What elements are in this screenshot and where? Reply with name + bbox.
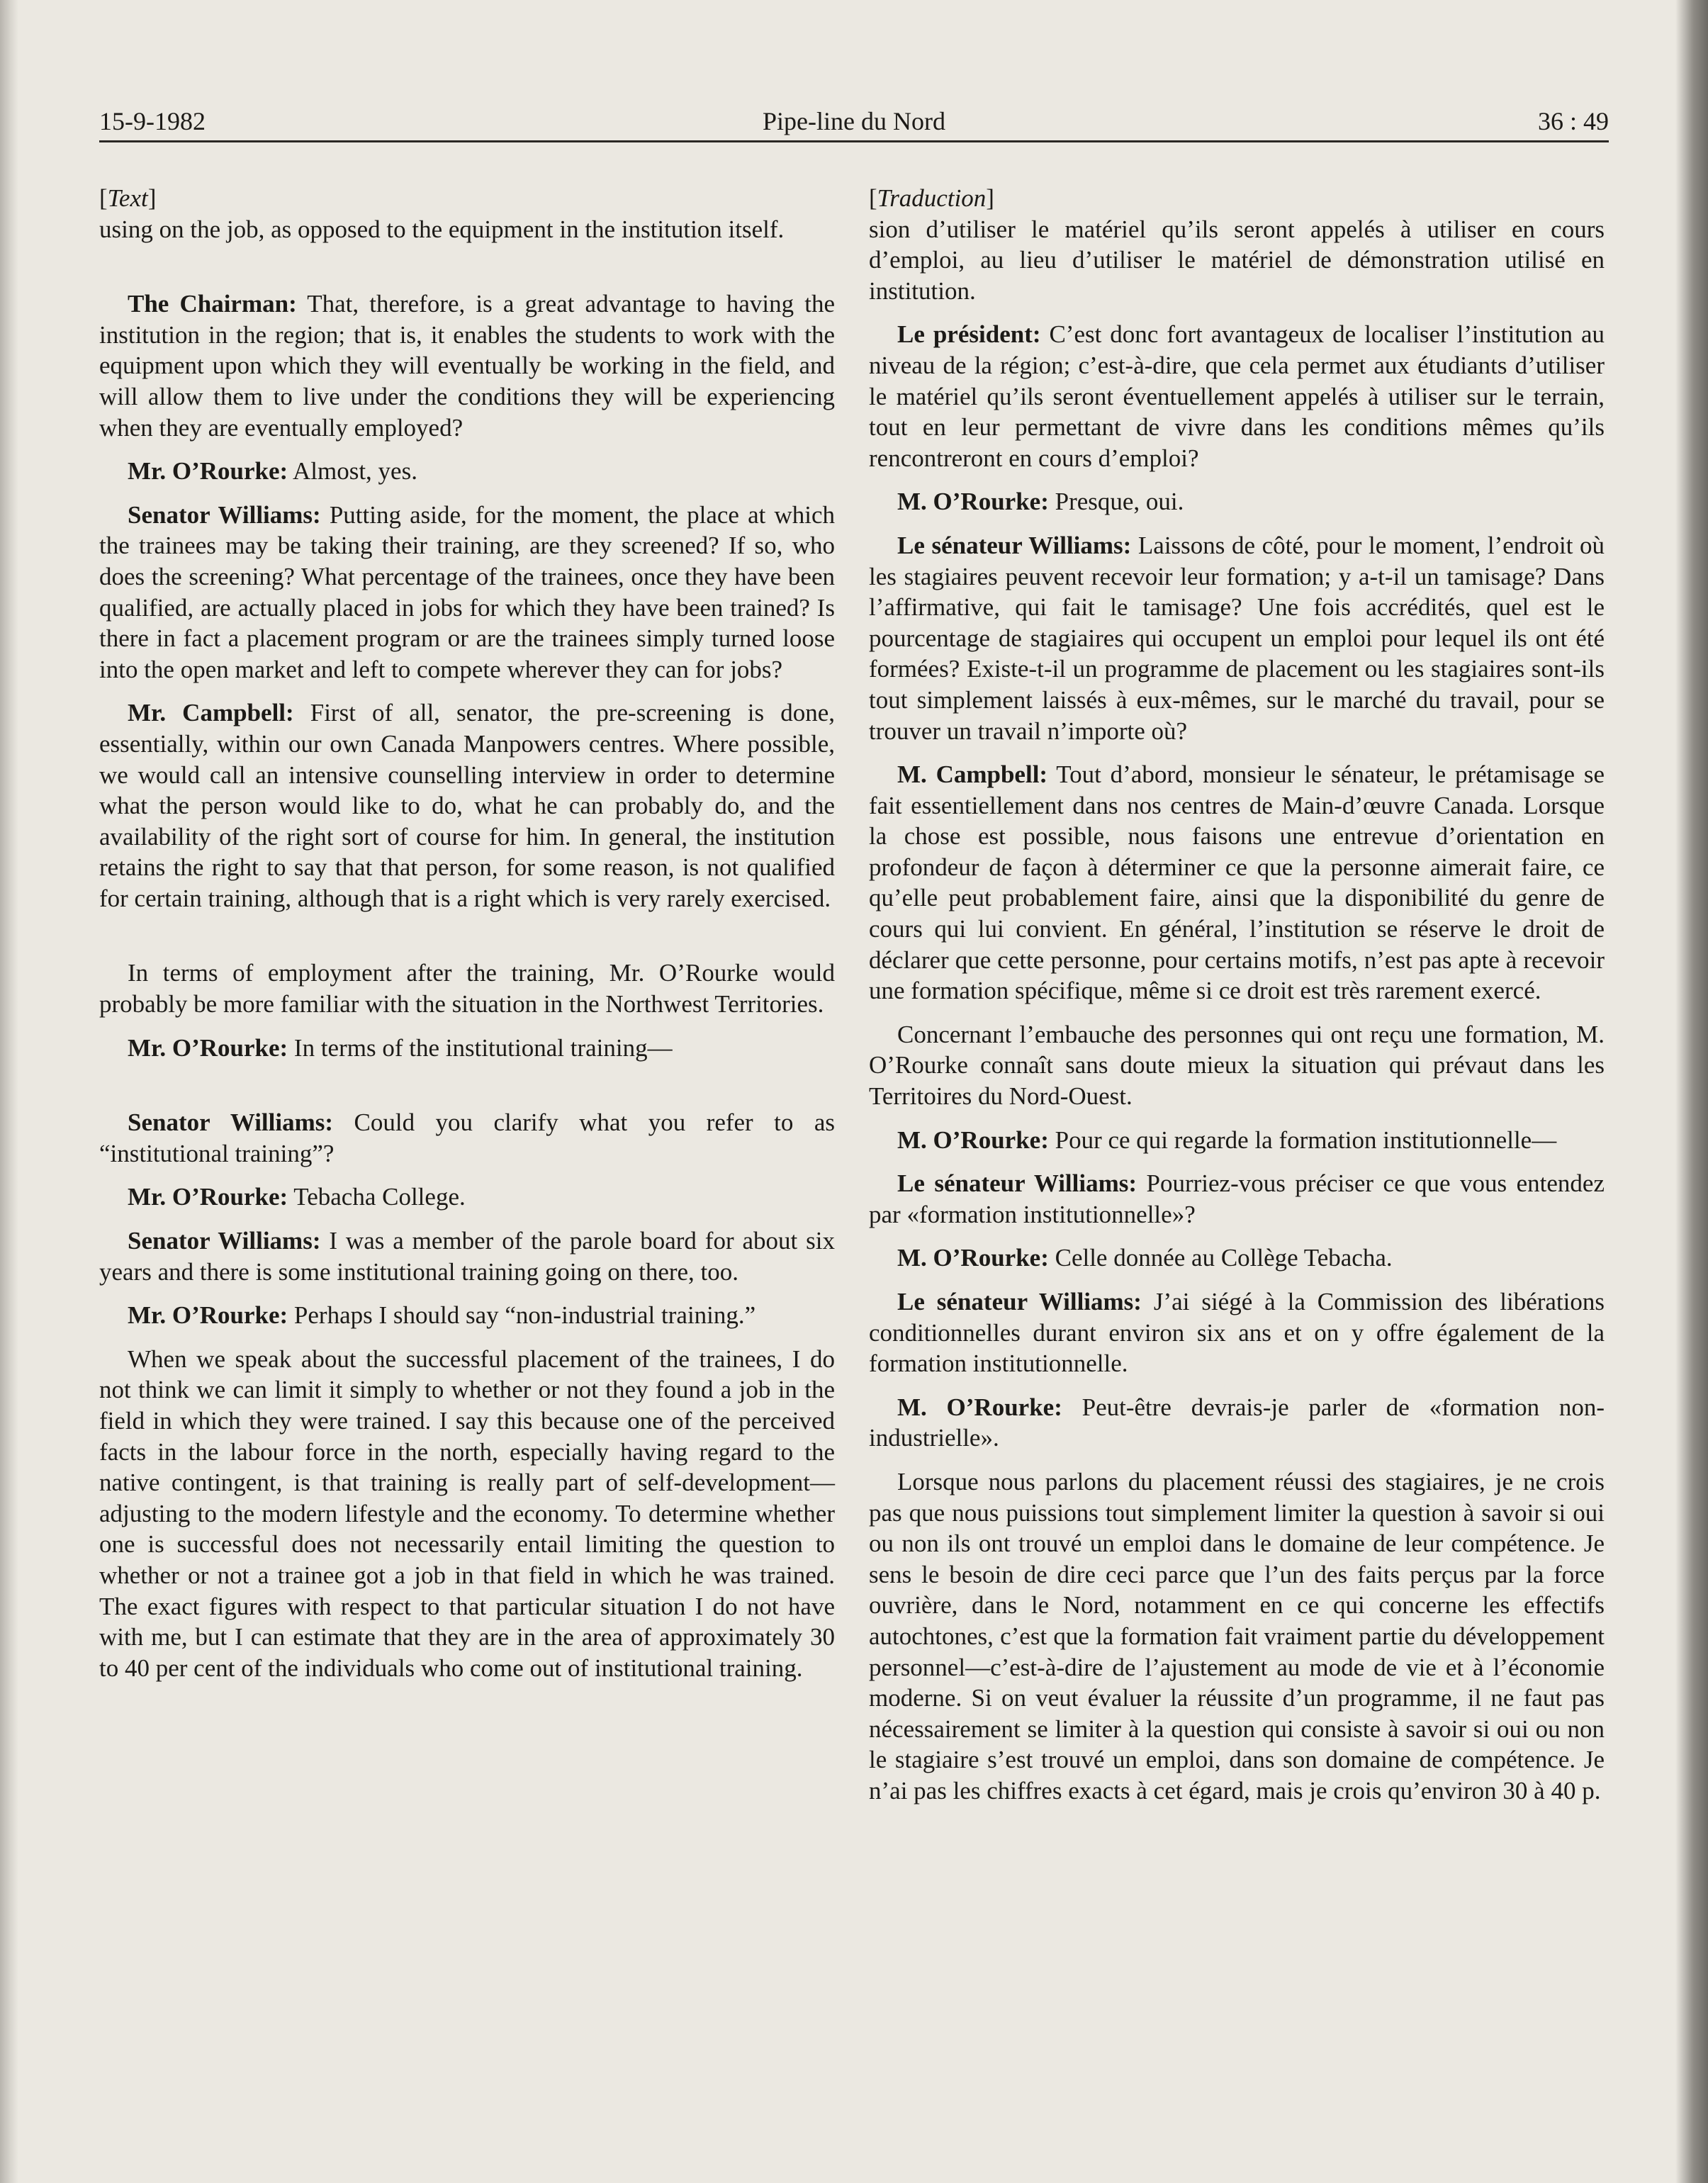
paragraph: Senator Williams: I was a member of the parole board for about six years and there is some institutional training going on there, too.: [99, 1227, 835, 1286]
paragraph: Le président: C’est donc fort avantageux de localiser l’institution au niveau de la région; c’est-à-dire, que cela permet aux étudiants d’utiliser le matériel qu’ils seront éventuellement appelés à utiliser sur le terrain, tout en leur permettant de vivre dans les conditions mêmes qu’ils rencontreront en cours d’emploi?: [869, 320, 1605, 472]
running-header: [99, 106, 1609, 143]
speaker-name: Mr. O’Rourke:: [128, 1183, 288, 1211]
paragraph: Senator Williams: Could you clarify what you refer to as “institutional training”?: [99, 1109, 835, 1167]
language-tag: [Traduction]: [869, 184, 994, 212]
paragraph: Lorsque nous parlons du placement réussi des stagiaires, je ne crois pas que nous puissions tout simplement limiter la question à savoir si oui ou non ils ont trouvé un emploi dans le domaine de leur compétence. Je sens le besoin de dire ceci parce que l’un des faits perçus par la force ouvrière, dans le Nord, notamment en ce qui concerne les effectifs autochtones, c’est que la formation fait vraiment partie du développement personnel—c’est-à-dire de l’ajustement au mode de vie et à l’économie moderne. Si on veut évaluer la réussite d’un programme, il ne faut pas nécessairement se limiter à la question qui consiste à savoir si oui ou non le stagiaire s’est trouvé un emploi, dans son domaine de compétence. Je n’ai pas les chiffres exacts à cet égard, mais je crois qu’environ 30 à 40 p.: [869, 1467, 1605, 1805]
page-binding-right: [1675, 0, 1708, 2183]
paragraph: Mr. Campbell: First of all, senator, the pre-screening is done, essentially, within our own Canada Manpowers centres. Where possible, we would call an intensive counselling interview in order to determine what the person would like to do, what he can probably do, and the availability of the right sort of course for him. In general, the institution retains the right to say that that person, for some reason, is not qualified for certain training, although that is a right which is very rarely exercised.: [99, 699, 835, 912]
paragraph: Concernant l’embauche des personnes qui ont reçu une formation, M. O’Rourke connaît sans doute mieux la situation qui prévaut dans les Territoires du Nord-Ouest.: [869, 1020, 1605, 1111]
english-column: [99, 183, 835, 1696]
paragraph: M. O’Rourke: Presque, oui.: [897, 488, 1184, 516]
page-binding-left: [0, 0, 18, 2183]
paragraph: In terms of employment after the training, Mr. O’Rourke would probably be more familiar with the situation in the Northwest Territories.: [99, 959, 835, 1018]
language-tag: [Text]: [99, 184, 157, 212]
speaker-name: M. O’Rourke:: [897, 1244, 1049, 1272]
speaker-name: Senator Williams:: [128, 1109, 334, 1137]
paragraph: using on the job, as opposed to the equipment in the institution itself.: [99, 215, 785, 243]
french-column: [869, 183, 1605, 1819]
header-date: 15-9-1982: [99, 107, 206, 135]
speaker-name: Mr. O’Rourke:: [128, 1301, 288, 1330]
paragraph: sion d’utiliser le matériel qu’ils seront appelés à utiliser en cours d’emploi, au lieu d’utiliser le matériel de démonstration utilisé en institution.: [869, 215, 1605, 305]
speaker-name: Le président:: [897, 320, 1041, 349]
paragraph: Mr. O’Rourke: Tebacha College.: [128, 1183, 466, 1211]
paragraph: The Chairman: That, therefore, is a great advantage to having the institution in the region; that is, it enables the students to work with the equipment upon which they will eventually be working in the field, and will allow them to live under the conditions they will be experiencing when they are eventually employed?: [99, 290, 836, 442]
paragraph: Mr. O’Rourke: Almost, yes.: [128, 457, 417, 486]
paragraph: Le sénateur Williams: Laissons de côté, pour le moment, l’endroit où les stagiaires peuvent recevoir leur formation; y a-t-il un tamisage? Dans l’affirmative, qui fait le tamisage? Une fois accrédités, quel est le pourcentage de stagiaires qui occupent un emploi pour lequel ils ont été formées? Existe-t-il un programme de placement ou les stagiaires sont-ils tout simplement laissés à eux-mêmes, sur le marché du travail, pour se trouver un travail n’importe où?: [869, 531, 1605, 745]
paragraph: Mr. O’Rourke: In terms of the institutional training—: [128, 1033, 673, 1062]
speaker-name: Le sénateur Williams:: [897, 1169, 1137, 1198]
speaker-name: Le sénateur Williams:: [897, 1288, 1142, 1315]
speaker-name: Mr. Campbell:: [128, 699, 294, 727]
paragraph: M. O’Rourke: Pour ce qui regarde la formation institutionnelle—: [897, 1126, 1557, 1154]
paragraph: Le sénateur Williams: Pourriez-vous préciser ce que vous entendez par «formation institutionnelle»?: [869, 1169, 1605, 1228]
header-title: Pipe-line du Nord: [763, 107, 945, 135]
paragraph: M. Campbell: Tout d’abord, monsieur le sénateur, le prétamisage se fait essentiellement dans nos centres de Main-d’œuvre Canada. Lorsque la chose est possible, nous faisons une entrevue d’orientation en profondeur de façon à déterminer ce que la personne aimerait faire, ce qu’elle peut probablement faire, ainsi que la disponibilité du genre de cours qui lui convient. En général, l’institution se réserve le droit de déclarer que cette personne, pour certains motifs, n’est pas apte à recevoir une formation spécifique, même si ce droit est très rarement exercé.: [869, 761, 1605, 1005]
speaker-name: Senator Williams:: [128, 500, 321, 529]
speaker-name: M. O’Rourke:: [897, 1126, 1049, 1154]
paragraph: Mr. O’Rourke: Perhaps I should say “non-industrial training.”: [128, 1301, 756, 1330]
speaker-name: Mr. O’Rourke:: [128, 457, 288, 486]
speaker-name: Mr. O’Rourke:: [128, 1033, 288, 1062]
paragraph: M. O’Rourke: Peut-être devrais-je parler de «formation non-industrielle».: [869, 1393, 1605, 1452]
paragraph: Le sénateur Williams: J’ai siégé à la Commission des libérations conditionnelles durant environ six ans et on y offre également de la formation institutionnelle.: [869, 1288, 1605, 1378]
header-page-number: 36 : 49: [1537, 107, 1609, 135]
paragraph: When we speak about the successful placement of the trainees, I do not think we can limit it simply to whether or not they found a job in the field in which they were trained. I say this because one of the perceived facts in the labour force in the north, especially having regard to the native contingent, is that training is really part of self-development—adjusting to the modern lifestyle and the economy. To determine whether one is successful does not necessarily entail limiting the question to whether or not a trainee got a job in that field in which he was trained. The exact figures with respect to that particular situation I do not have with me, but I can estimate that they are in the area of approximately 30 to 40 per cent of the individuals who come out of institutional training.: [99, 1345, 835, 1682]
speaker-name: M. Campbell:: [897, 761, 1048, 789]
speaker-name: M. O’Rourke:: [897, 1393, 1062, 1421]
speaker-name: The Chairman:: [128, 290, 297, 318]
speaker-name: Le sénateur Williams:: [897, 531, 1132, 559]
paragraph: Senator Williams: Putting aside, for the moment, the place at which the trainees may be taking their training, are they screened? If so, who does the screening? What percentage of the trainees, once they have been qualified, are actually placed in jobs for which they have been trained? Is there in fact a placement program or are the trainees simply turned loose into the open market and left to compete wherever they can for jobs?: [99, 500, 835, 683]
speaker-name: M. O’Rourke:: [897, 488, 1049, 516]
speaker-name: Senator Williams:: [128, 1227, 321, 1255]
paragraph: M. O’Rourke: Celle donnée au Collège Tebacha.: [897, 1244, 1393, 1272]
header-rule: [99, 140, 1609, 142]
